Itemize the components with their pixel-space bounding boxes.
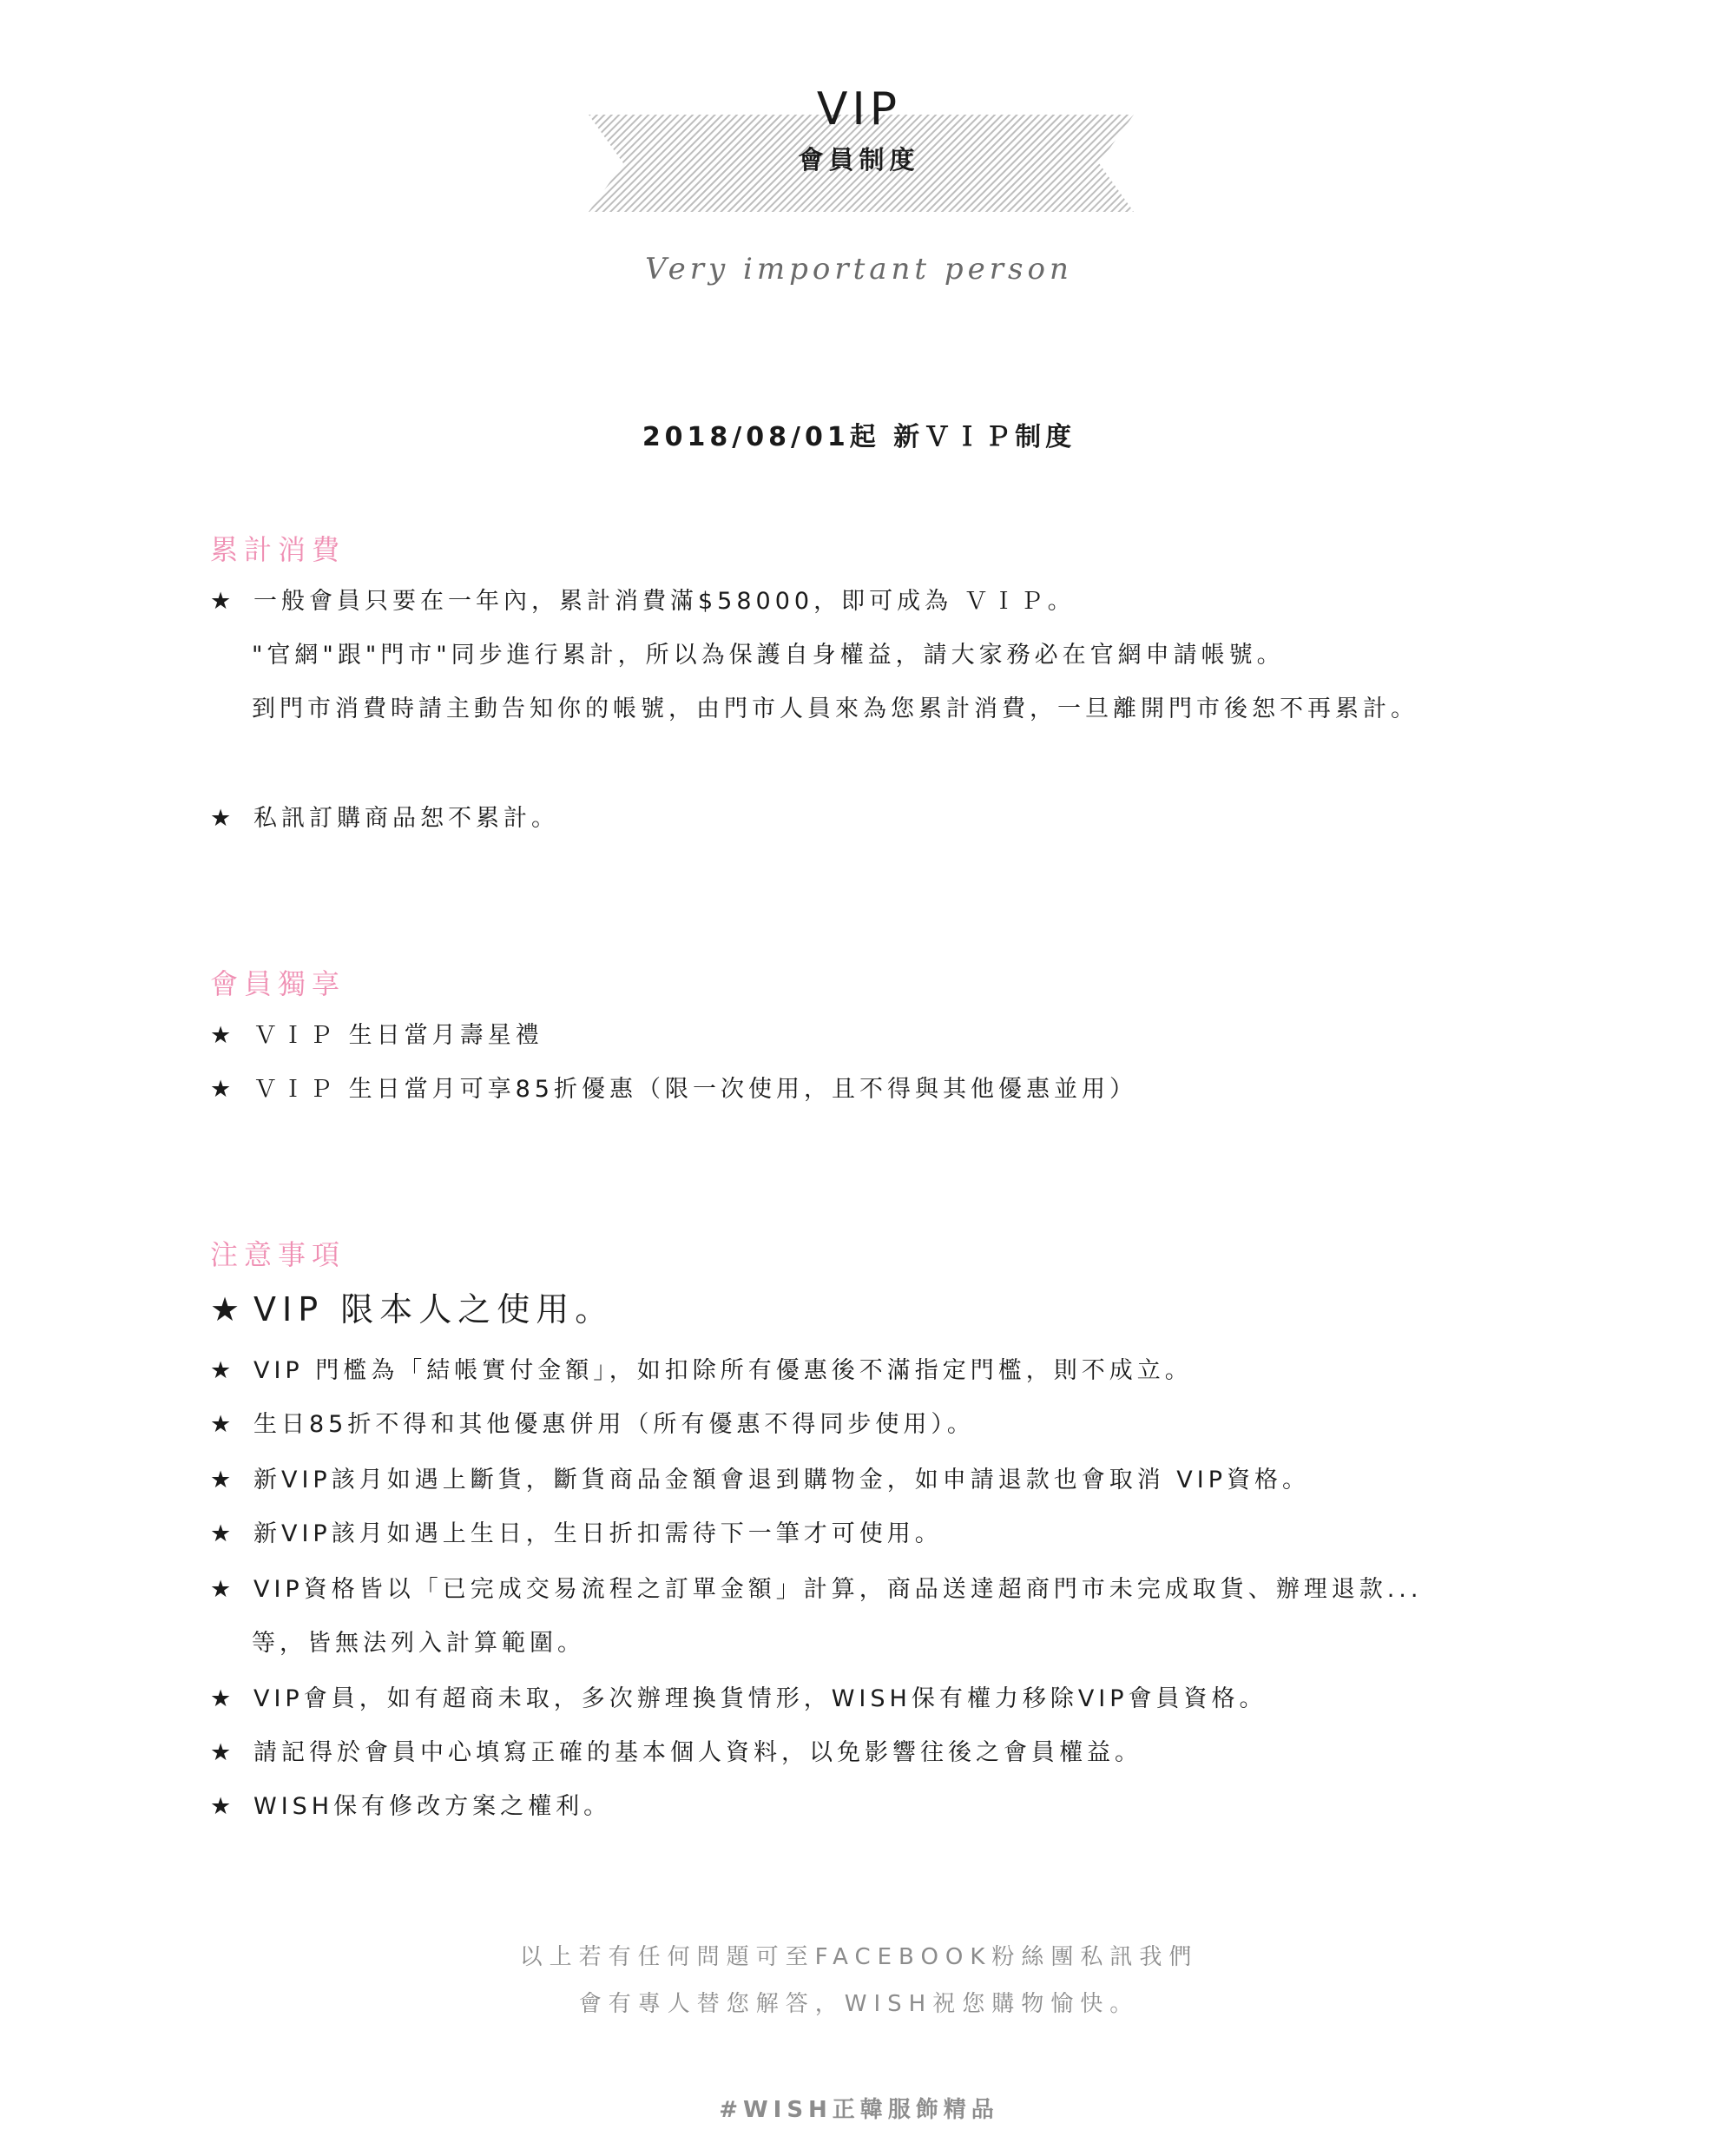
star-icon: ★ xyxy=(210,1793,232,1820)
star-icon: ★ xyxy=(210,1467,232,1493)
page-title: VIP xyxy=(816,83,902,135)
star-icon: ★ xyxy=(210,1022,232,1049)
star-icon: ★ xyxy=(210,1357,232,1384)
star-icon: ★ xyxy=(210,1520,232,1547)
star-icon: ★ xyxy=(210,1739,232,1766)
list-item: ★ VIP會員，如有超商未取，多次辦理換貨情形，WISH保有權力移除VIP會員資格。 xyxy=(210,1683,1267,1716)
list-item: ★ 請記得於會員中心填寫正確的基本個人資料，以免影響往後之會員權益。 xyxy=(210,1737,1142,1770)
list-item: ★ 新VIP該月如遇上斷貨，斷貨商品金額會退到購物金，如申請退款也會取消 VIP資格。 xyxy=(210,1464,1310,1497)
list-item: ★ 新VIP該月如遇上生日，生日折扣需待下一筆才可使用。 xyxy=(210,1518,943,1551)
list-item: ★ 私訊訂購商品恕不累計。 xyxy=(210,802,559,835)
footer-thanks-line: 會有專人替您解答，WISH祝您購物愉快。 xyxy=(578,1991,1140,2017)
script-caption: Very important person xyxy=(645,252,1073,287)
star-icon: ★ xyxy=(210,1411,232,1438)
list-item: ★ ＶＩＰ 生日當月壽星禮 xyxy=(210,1019,543,1052)
list-item: ★ 一般會員只要在一年內，累計消費滿$58000，即可成為 ＶＩＰ。 xyxy=(210,585,1076,618)
list-item: ★ VIP 門檻為「結帳實付金額」，如扣除所有優惠後不滿指定門檻，則不成立。 xyxy=(210,1355,1193,1388)
star-icon: ★ xyxy=(210,1576,232,1603)
page-subtitle: 會員制度 xyxy=(798,145,920,175)
list-item: ★ VIP 限本人之使用。 xyxy=(210,1290,615,1329)
star-icon: ★ xyxy=(210,805,232,832)
star-icon: ★ xyxy=(210,588,232,615)
footer-contact-line: 以上若有任何問題可至FACEBOOK粉絲團私訊我們 xyxy=(519,1944,1199,1970)
list-item-continuation: 到門市消費時請主動告知你的帳號，由門市人員來為您累計消費，一旦離開門市後恕不再累計。 xyxy=(252,696,1419,722)
list-item-continuation: "官網"跟"門市"同步進行累計，所以為保護自身權益，請大家務必在官網申請帳號。 xyxy=(252,642,1285,669)
date-headline: 2018/08/01起 新ＶＩＰ制度 xyxy=(642,422,1076,452)
section-heading-exclusive: 會員獨享 xyxy=(210,967,346,1000)
list-item: ★ 生日85折不得和其他優惠併用（所有優惠不得同步使用）。 xyxy=(210,1408,975,1441)
section-heading-notes: 注意事項 xyxy=(210,1238,346,1271)
star-icon: ★ xyxy=(210,1290,240,1329)
section-heading-accumulated: 累計消費 xyxy=(210,533,346,566)
list-item: ★ WISH保有修改方案之權利。 xyxy=(210,1790,611,1823)
list-item: ★ VIP資格皆以「已完成交易流程之訂單金額」計算，商品送達超商門市未完成取貨、辦理退款... xyxy=(210,1573,1422,1606)
brand-hashtag: #WISH正韓服飾精品 xyxy=(719,2097,999,2123)
list-item: ★ ＶＩＰ 生日當月可享85折優惠（限一次使用，且不得與其他優惠並用） xyxy=(210,1073,1137,1106)
star-icon: ★ xyxy=(210,1685,232,1712)
list-item-continuation: 等，皆無法列入計算範圍。 xyxy=(252,1630,585,1657)
star-icon: ★ xyxy=(210,1076,232,1103)
